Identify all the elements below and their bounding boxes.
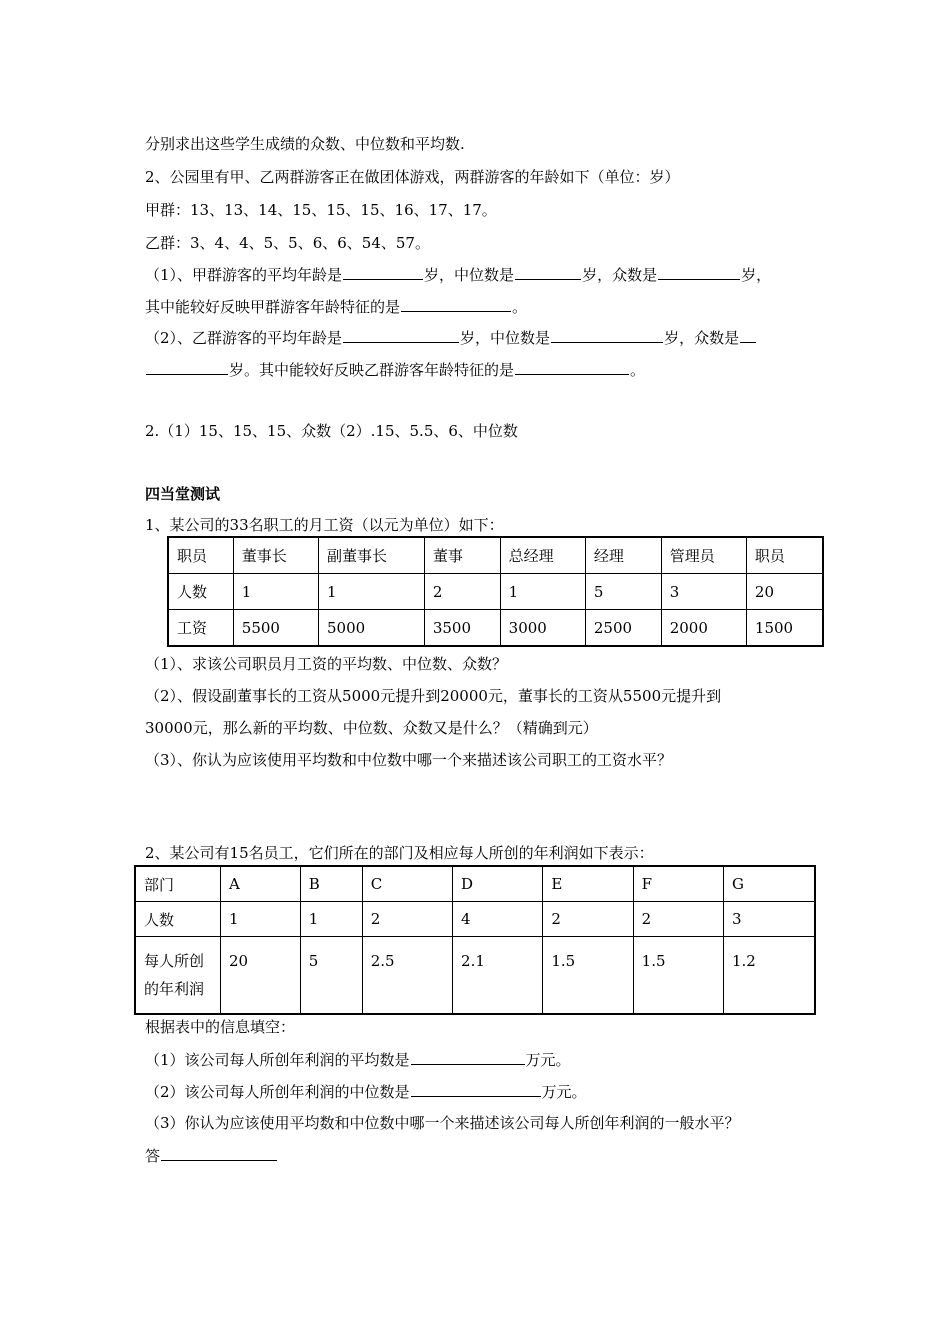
table-cell: 20	[746, 574, 823, 610]
table-cell: 5500	[233, 610, 318, 647]
fill-answer	[145, 1145, 278, 1166]
label: 万元。	[541, 1083, 587, 1101]
table-cell: 1	[500, 574, 585, 610]
table-cell: E	[543, 866, 633, 902]
group-b-ages: 乙群：3、4、4、5、5、6、6、54、57。	[145, 234, 430, 252]
profit-table	[134, 865, 816, 1015]
table-row	[135, 902, 815, 937]
table-cell: 人数	[168, 574, 233, 610]
table-cell: 2000	[661, 610, 746, 647]
table-cell: 职员	[168, 537, 233, 574]
section-heading: 四当堂测试	[145, 485, 221, 503]
label: 岁，中位数是	[424, 266, 515, 284]
blank-profit-median[interactable]	[411, 1081, 541, 1097]
blank-mode-b-cont[interactable]	[146, 359, 228, 375]
table-row	[168, 574, 823, 610]
label: 。	[630, 361, 646, 379]
table-cell: 职员	[746, 537, 823, 574]
question-1-sub-3: （3）、你认为应该使用平均数和中位数中哪一个来描述该公司职工的工资水平？	[145, 751, 673, 769]
question-1-sub-2: （2）、假设副董事长的工资从5000元提升到20000元，董事长的工资从5500元提升到	[145, 687, 722, 705]
label: 。	[512, 298, 528, 316]
table-row	[135, 937, 815, 1015]
question-2-intro-b: 2、某公司有15名员工，它们所在的部门及相应每人所创的年利润如下表示：	[145, 844, 654, 862]
table-cell: 1.5	[543, 937, 633, 1015]
label: （1）该公司每人所创年利润的平均数是	[145, 1051, 410, 1069]
table-cell: 2.5	[362, 937, 452, 1015]
sub-question-2	[145, 327, 757, 348]
answer-line: 2.（1）15、15、15、众数（2）.15、5.5、6、中位数	[145, 422, 518, 440]
question-1-intro: 1、某公司的33名职工的月工资（以元为单位）如下：	[145, 516, 504, 534]
table-cell: 1	[300, 902, 362, 937]
fill-question-3: （3）你认为应该使用平均数和中位数中哪一个来描述该公司每人所创年利润的一般水平？	[145, 1114, 740, 1132]
question-2-intro: 2、公园里有甲、乙两群游客正在做团体游戏，两群游客的年龄如下（单位：岁）	[145, 168, 680, 186]
blank-mode-b[interactable]	[740, 327, 756, 343]
table-cell: 5	[300, 937, 362, 1015]
table-cell: G	[723, 866, 815, 902]
table-cell: 3	[661, 574, 746, 610]
sub-question-1-cont	[145, 296, 527, 317]
table-cell: A	[221, 866, 301, 902]
table-cell: 3000	[500, 610, 585, 647]
blank-feature-b[interactable]	[515, 359, 629, 375]
label: 答	[145, 1147, 161, 1165]
table-cell: 2	[633, 902, 723, 937]
blank-feature-a[interactable]	[401, 296, 511, 312]
text-line: 分别求出这些学生成绩的众数、中位数和平均数.	[145, 135, 465, 153]
table-cell: 5	[585, 574, 661, 610]
fill-intro: 根据表中的信息填空：	[145, 1018, 296, 1036]
blank-answer[interactable]	[161, 1145, 277, 1161]
label: （2）、乙群游客的平均年龄是	[145, 329, 343, 347]
table-cell: D	[453, 866, 543, 902]
question-1-sub-1: （1）、求该公司职员月工资的平均数、中位数、众数？	[145, 655, 508, 673]
table-cell: 管理员	[661, 537, 746, 574]
group-a-ages: 甲群：13、13、14、15、15、15、16、17、17。	[145, 201, 497, 219]
table-cell: 2	[543, 902, 633, 937]
blank-median-a[interactable]	[515, 264, 581, 280]
table-cell: 1.5	[633, 937, 723, 1015]
table-cell: 部门	[135, 866, 221, 902]
label: 岁，中位数是	[460, 329, 551, 347]
label: （2）该公司每人所创年利润的中位数是	[145, 1083, 410, 1101]
label: 岁，	[741, 266, 772, 284]
label: 其中能较好反映甲群游客年龄特征的是	[145, 298, 401, 316]
table-cell: 董事长	[233, 537, 318, 574]
table-cell: 经理	[585, 537, 661, 574]
fill-question-1	[145, 1049, 571, 1070]
table-cell: 1	[233, 574, 318, 610]
table-cell: 人数	[135, 902, 221, 937]
table-cell: 董事	[424, 537, 500, 574]
table-cell: 3500	[424, 610, 500, 647]
table-cell: 副董事长	[319, 537, 425, 574]
label: 岁。其中能较好反映乙群游客年龄特征的是	[229, 361, 515, 379]
table-cell: 20	[221, 937, 301, 1015]
table-cell: B	[300, 866, 362, 902]
label: 万元。	[525, 1051, 571, 1069]
table-row	[168, 610, 823, 647]
table-cell: 2500	[585, 610, 661, 647]
label: 岁，众数是	[664, 329, 740, 347]
table-cell: F	[633, 866, 723, 902]
sub-question-1	[145, 264, 771, 285]
table-cell: 2.1	[453, 937, 543, 1015]
blank-mode-a[interactable]	[658, 264, 740, 280]
blank-mean-b[interactable]	[343, 327, 459, 343]
table-cell: 总经理	[500, 537, 585, 574]
table-cell: 工资	[168, 610, 233, 647]
blank-median-b[interactable]	[551, 327, 663, 343]
table-row	[135, 866, 815, 902]
table-cell: 1500	[746, 610, 823, 647]
blank-mean-a[interactable]	[343, 264, 423, 280]
table-cell: 1	[319, 574, 425, 610]
table-cell: 2	[362, 902, 452, 937]
fill-question-2	[145, 1081, 587, 1102]
table-cell: 1.2	[723, 937, 815, 1015]
table-cell: 4	[453, 902, 543, 937]
salary-table	[167, 536, 824, 647]
table-cell: 2	[424, 574, 500, 610]
blank-profit-mean[interactable]	[411, 1049, 525, 1065]
sub-question-2-cont	[145, 359, 645, 380]
table-cell: 3	[723, 902, 815, 937]
label: （1）、甲群游客的平均年龄是	[145, 266, 343, 284]
question-1-sub-2-cont: 30000元，那么新的平均数、中位数、众数又是什么？（精确到元）	[145, 719, 598, 737]
table-cell: 每人所创的年利润	[135, 937, 221, 1015]
table-cell: 5000	[319, 610, 425, 647]
table-row	[168, 537, 823, 574]
label: 岁，众数是	[582, 266, 658, 284]
table-cell: 1	[221, 902, 301, 937]
table-cell: C	[362, 866, 452, 902]
